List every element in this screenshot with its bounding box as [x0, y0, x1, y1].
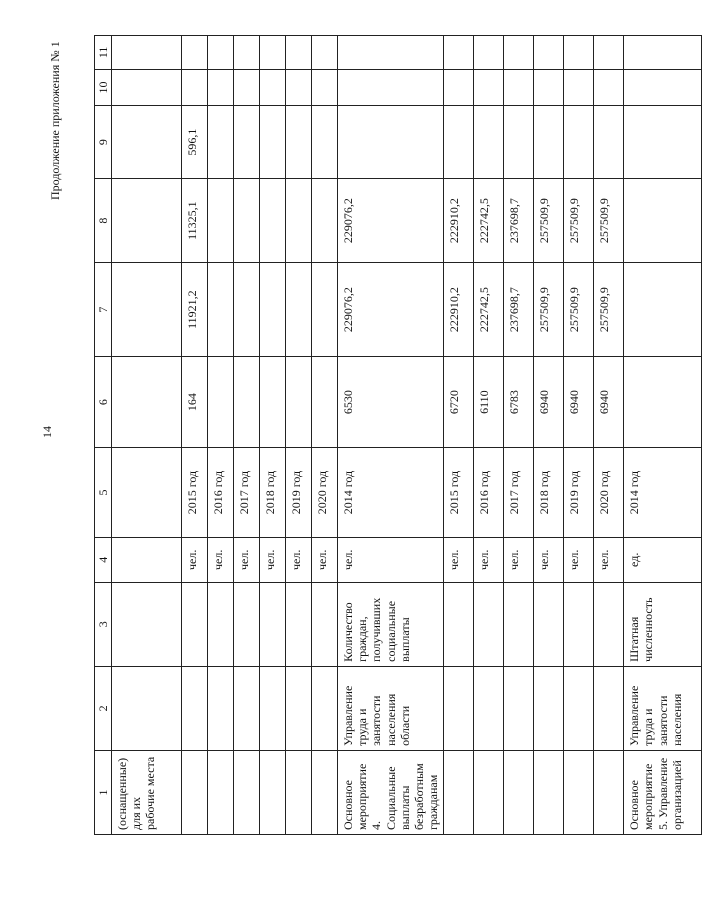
- table-cell: Управление труда и занятости населения области: [338, 666, 444, 750]
- table-cell: [564, 666, 594, 750]
- table-cell: [534, 106, 564, 179]
- table-cell: [564, 106, 594, 179]
- table-cell: [208, 582, 234, 666]
- table-cell: [534, 666, 564, 750]
- table-row: [624, 36, 702, 835]
- table-cell: 222910,2: [444, 263, 474, 357]
- table-cell: 237698,7: [504, 179, 534, 263]
- table-cell: 6110: [474, 357, 504, 448]
- table-row: [504, 36, 534, 835]
- table-cell: [504, 666, 534, 750]
- column-header: 2: [95, 666, 112, 750]
- table-cell: [624, 357, 702, 448]
- table-cell: [564, 36, 594, 70]
- table-cell: [444, 750, 474, 834]
- table-cell: (оснащенные) для их рабочие места: [112, 750, 182, 834]
- table-cell: 2019 год: [564, 448, 594, 538]
- table-cell: [234, 69, 260, 105]
- table-cell: [474, 36, 504, 70]
- table-cell: [534, 36, 564, 70]
- table-cell: [182, 582, 208, 666]
- table-cell: 2014 год: [338, 448, 444, 538]
- table-cell: чел.: [594, 537, 624, 582]
- table-cell: [474, 750, 504, 834]
- table-row: [112, 36, 182, 835]
- table-cell: [112, 69, 182, 105]
- table-cell: [208, 179, 234, 263]
- table-cell: [594, 666, 624, 750]
- table-cell: [286, 106, 312, 179]
- table-cell: [624, 263, 702, 357]
- table-cell: 257509,9: [534, 263, 564, 357]
- table-cell: чел.: [474, 537, 504, 582]
- table-cell: 2017 год: [504, 448, 534, 538]
- table-cell: чел.: [444, 537, 474, 582]
- table-cell: [338, 106, 444, 179]
- table-cell: [260, 582, 286, 666]
- table-cell: 2020 год: [312, 448, 338, 538]
- table-cell: 2015 год: [182, 448, 208, 538]
- table-cell: [312, 263, 338, 357]
- table-cell: Штатная численность: [624, 582, 702, 666]
- table-cell: 2016 год: [208, 448, 234, 538]
- table-cell: [286, 666, 312, 750]
- table-cell: [504, 750, 534, 834]
- table-cell: [260, 750, 286, 834]
- table-cell: [234, 357, 260, 448]
- page-number: 14: [40, 426, 54, 438]
- table-cell: чел.: [504, 537, 534, 582]
- table-cell: [234, 750, 260, 834]
- table-cell: 257509,9: [564, 179, 594, 263]
- table-cell: [112, 36, 182, 70]
- table-cell: [234, 36, 260, 70]
- running-head: Продолжение приложения № 1: [48, 41, 62, 200]
- table-cell: 2020 год: [594, 448, 624, 538]
- table-cell: чел.: [312, 537, 338, 582]
- table-cell: 257509,9: [594, 263, 624, 357]
- table-cell: 229076,2: [338, 263, 444, 357]
- table-cell: чел.: [208, 537, 234, 582]
- table-row: [208, 36, 234, 835]
- table-cell: [444, 582, 474, 666]
- table-cell: 6940: [534, 357, 564, 448]
- table-cell: 6940: [564, 357, 594, 448]
- table-cell: [112, 582, 182, 666]
- table-cell: [286, 263, 312, 357]
- table-row: [312, 36, 338, 835]
- table-cell: [234, 582, 260, 666]
- table-cell: 11325,1: [182, 179, 208, 263]
- table-cell: [208, 106, 234, 179]
- table-cell: [286, 357, 312, 448]
- table-cell: [182, 666, 208, 750]
- table-cell: [444, 36, 474, 70]
- table-cell: [312, 179, 338, 263]
- table-cell: [504, 106, 534, 179]
- table-cell: [474, 666, 504, 750]
- table-cell: 2018 год: [534, 448, 564, 538]
- table-cell: [208, 750, 234, 834]
- table-row: [534, 36, 564, 835]
- table-cell: Управление труда и занятости населения: [624, 666, 702, 750]
- column-header: 11: [95, 36, 112, 70]
- table-cell: [594, 106, 624, 179]
- column-header: 9: [95, 106, 112, 179]
- table-cell: [624, 69, 702, 105]
- table-cell: [534, 582, 564, 666]
- table-cell: 2018 год: [260, 448, 286, 538]
- column-header: 8: [95, 179, 112, 263]
- table-cell: [112, 106, 182, 179]
- table-cell: чел.: [338, 537, 444, 582]
- table-cell: [338, 36, 444, 70]
- table-cell: 6940: [594, 357, 624, 448]
- table-cell: [312, 582, 338, 666]
- table-cell: [234, 263, 260, 357]
- table-cell: 2019 год: [286, 448, 312, 538]
- table-cell: [112, 537, 182, 582]
- table-cell: [234, 179, 260, 263]
- table-cell: [312, 666, 338, 750]
- table-cell: 6783: [504, 357, 534, 448]
- column-header: 5: [95, 448, 112, 538]
- table-cell: [444, 666, 474, 750]
- table-cell: 596,1: [182, 106, 208, 179]
- table-cell: [534, 750, 564, 834]
- table-cell: [624, 106, 702, 179]
- table-cell: 2016 год: [474, 448, 504, 538]
- column-header: 6: [95, 357, 112, 448]
- column-header: 3: [95, 582, 112, 666]
- table-cell: [234, 106, 260, 179]
- table-cell: [260, 36, 286, 70]
- table-cell: [182, 36, 208, 70]
- table-cell: [312, 357, 338, 448]
- column-header: 7: [95, 263, 112, 357]
- table-cell: чел.: [534, 537, 564, 582]
- table-cell: [312, 750, 338, 834]
- table-row: [338, 36, 444, 835]
- table-cell: 237698,7: [504, 263, 534, 357]
- table-cell: 6530: [338, 357, 444, 448]
- table-cell: 6720: [444, 357, 474, 448]
- table-cell: 2014 год: [624, 448, 702, 538]
- table-cell: 11921,2: [182, 263, 208, 357]
- table-cell: [474, 69, 504, 105]
- table-cell: Основное мероприятие 5. Управление организацией: [624, 750, 702, 834]
- table-cell: [564, 750, 594, 834]
- table-cell: [624, 179, 702, 263]
- table-row: [182, 36, 208, 835]
- rotated-table-container: [94, 35, 684, 835]
- table-cell: 222742,5: [474, 179, 504, 263]
- table-row: [234, 36, 260, 835]
- table-cell: [112, 357, 182, 448]
- table-cell: 2017 год: [234, 448, 260, 538]
- table-row: [474, 36, 504, 835]
- table-cell: [112, 666, 182, 750]
- table-cell: 222910,2: [444, 179, 474, 263]
- table-header-row: [95, 36, 112, 835]
- table-cell: 257509,9: [594, 179, 624, 263]
- table-cell: [286, 179, 312, 263]
- table-cell: [208, 263, 234, 357]
- table-cell: [208, 357, 234, 448]
- table-cell: чел.: [182, 537, 208, 582]
- table-cell: 257509,9: [564, 263, 594, 357]
- table-cell: [564, 582, 594, 666]
- table-cell: [534, 69, 564, 105]
- table-cell: [260, 179, 286, 263]
- table-cell: [474, 582, 504, 666]
- table-cell: [594, 582, 624, 666]
- table-cell: [564, 69, 594, 105]
- table-cell: чел.: [286, 537, 312, 582]
- table-row: [564, 36, 594, 835]
- table-cell: [444, 106, 474, 179]
- table-row: [594, 36, 624, 835]
- table-cell: [260, 357, 286, 448]
- table-cell: Основное мероприятие 4. Социальные выплаты безработным гражданам: [338, 750, 444, 834]
- table-cell: [112, 263, 182, 357]
- table-cell: [286, 582, 312, 666]
- table-cell: ед.: [624, 537, 702, 582]
- table-cell: чел.: [564, 537, 594, 582]
- table-cell: [208, 36, 234, 70]
- table-cell: [112, 448, 182, 538]
- table-cell: 2015 год: [444, 448, 474, 538]
- table-cell: [286, 750, 312, 834]
- table-cell: [594, 750, 624, 834]
- table-cell: [208, 69, 234, 105]
- table-cell: [234, 666, 260, 750]
- table-row: [286, 36, 312, 835]
- table-cell: [594, 69, 624, 105]
- table-cell: чел.: [234, 537, 260, 582]
- column-header: 4: [95, 537, 112, 582]
- table-cell: [338, 69, 444, 105]
- table-cell: [312, 36, 338, 70]
- table-cell: 164: [182, 357, 208, 448]
- table-cell: [594, 36, 624, 70]
- table-row: [260, 36, 286, 835]
- table-cell: Количество граждан, получивших социальные выплаты: [338, 582, 444, 666]
- table-cell: [182, 750, 208, 834]
- table-cell: [474, 106, 504, 179]
- table-cell: [624, 36, 702, 70]
- table-cell: [182, 69, 208, 105]
- table-cell: [112, 179, 182, 263]
- table-cell: [504, 36, 534, 70]
- table-cell: [286, 69, 312, 105]
- table-cell: [260, 106, 286, 179]
- table-cell: [260, 69, 286, 105]
- table-cell: [312, 106, 338, 179]
- column-header: 1: [95, 750, 112, 834]
- table-cell: [260, 666, 286, 750]
- table-cell: [286, 36, 312, 70]
- data-table: [94, 35, 702, 835]
- table-cell: [312, 69, 338, 105]
- table-cell: [208, 666, 234, 750]
- table-row: [444, 36, 474, 835]
- table-cell: 257509,9: [534, 179, 564, 263]
- table-cell: [260, 263, 286, 357]
- table-cell: [444, 69, 474, 105]
- table-cell: чел.: [260, 537, 286, 582]
- column-header: 10: [95, 69, 112, 105]
- table-cell: 229076,2: [338, 179, 444, 263]
- table-cell: [504, 582, 534, 666]
- table-cell: [504, 69, 534, 105]
- table-cell: 222742,5: [474, 263, 504, 357]
